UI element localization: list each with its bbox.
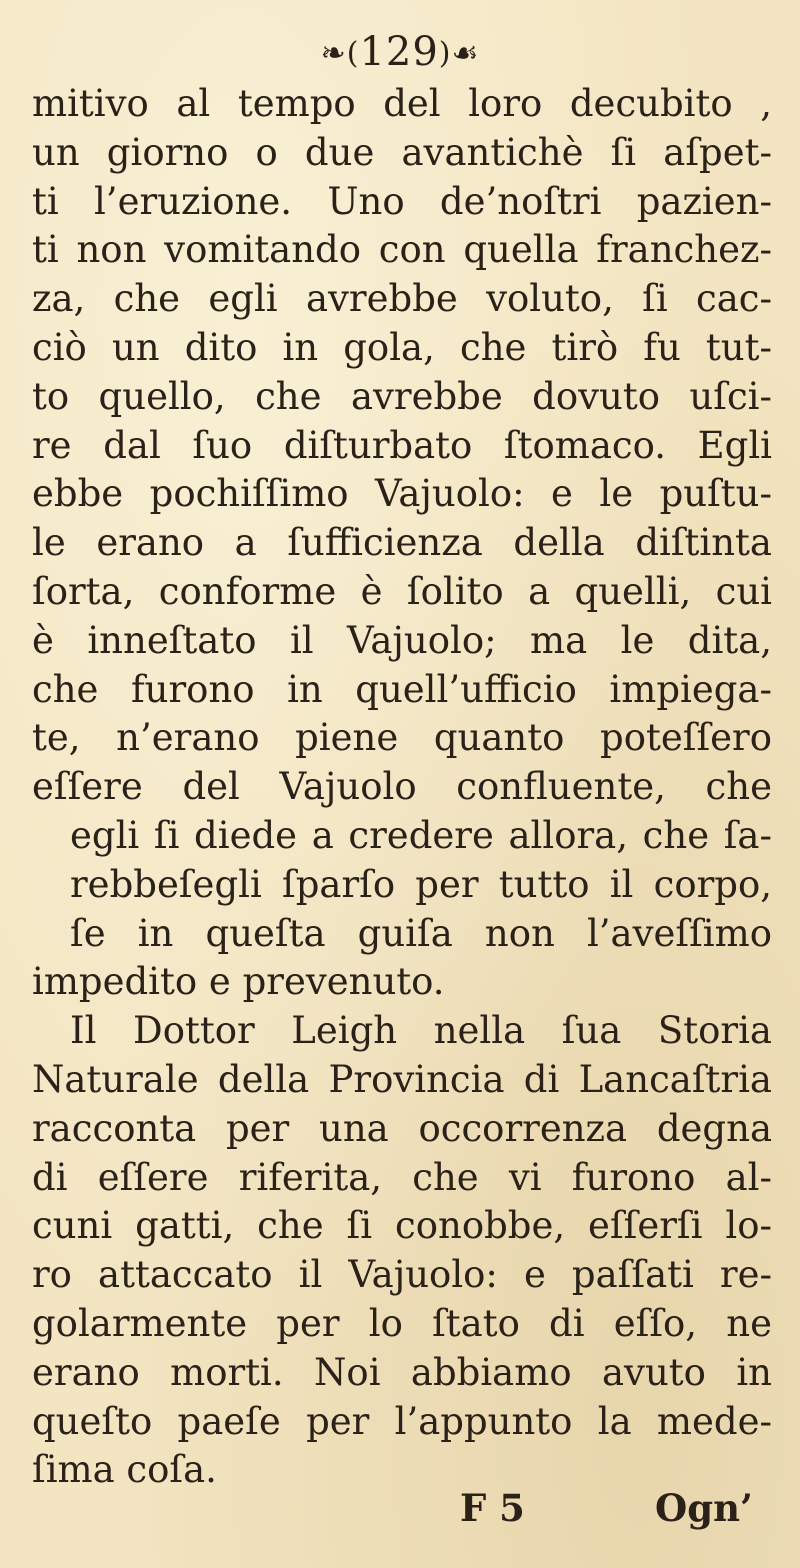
text-line: cuni gatti, che ſi conobbe, eſſerſi lo- <box>32 1204 772 1248</box>
running-head <box>0 30 800 76</box>
text-line: racconta per una occorrenza degna <box>32 1106 772 1150</box>
text-line: egli ſi diede a credere allora, che ſa- <box>70 813 772 857</box>
text-line: ſorta, conforme è ſolito a quelli, cui <box>32 569 772 613</box>
text-line: to quello, che avrebbe dovuto uſci- <box>32 374 772 418</box>
paragraph-end-line: ſima coſa. <box>32 1448 217 1492</box>
text-line: erano morti. Noi abbiamo avuto in <box>32 1350 772 1394</box>
text-line: ſe in queſta guiſa non l’aveſſimo <box>70 911 772 955</box>
paragraph-start-line: Il Dottor Leigh nella ſua Storia <box>70 1009 772 1053</box>
text-line: Naturale della Provincia di Lancaſtria <box>32 1057 772 1101</box>
text-line: re dal ſuo diſturbato ſtomaco. Egli <box>32 423 772 467</box>
text-line: mitivo al tempo del loro decubito , <box>32 82 772 125</box>
paragraph-end-line: impedito e prevenuto. <box>32 960 445 1004</box>
text-line: di eſſere riferita, che vi furono al- <box>32 1155 772 1199</box>
text-line: za, che egli avrebbe voluto, ſi cac- <box>32 277 772 321</box>
text-line: ti non vomitando con quella franchez- <box>32 228 772 272</box>
text-line: te, n’erano piene quanto poteſſero <box>32 716 772 760</box>
text-line: rebbeſegli ſparſo per tutto il corpo, <box>70 862 772 906</box>
catchword: Ogn’ <box>655 1486 753 1530</box>
signature-mark: F 5 <box>460 1486 525 1530</box>
body-text <box>32 80 772 1495</box>
text-line: ro attaccato il Vajuolo: e paſſati re- <box>32 1253 772 1297</box>
page-footer <box>0 1483 800 1533</box>
text-line: ebbe pochiſſimo Vajuolo: e le puſtu- <box>32 472 772 516</box>
text-line: golarmente per lo ſtato di eſſo, ne <box>32 1301 772 1345</box>
ornament-left-icon: ❧( <box>320 36 360 71</box>
text-line: le erano a ſufficienza della diſtinta <box>32 521 772 565</box>
text-line: che furono in quell’ufficio impiega- <box>32 667 772 711</box>
text-line: ciò un dito in gola, che tirò fu tut- <box>32 325 772 369</box>
text-line: un giorno o due avantichè ſi aſpet- <box>32 130 772 174</box>
text-line: eſſere del Vajuolo confluente, che <box>32 765 772 809</box>
text-line: queſto paeſe per l’appunto la mede- <box>32 1399 772 1443</box>
text-line: è inneſtato il Vajuolo; ma le dita, <box>32 618 772 662</box>
text-line: ti l’eruzione. Uno de’noſtri pazien- <box>32 179 772 223</box>
page-number: 129 <box>359 29 439 75</box>
ornament-right-icon: )☙ <box>438 36 480 71</box>
